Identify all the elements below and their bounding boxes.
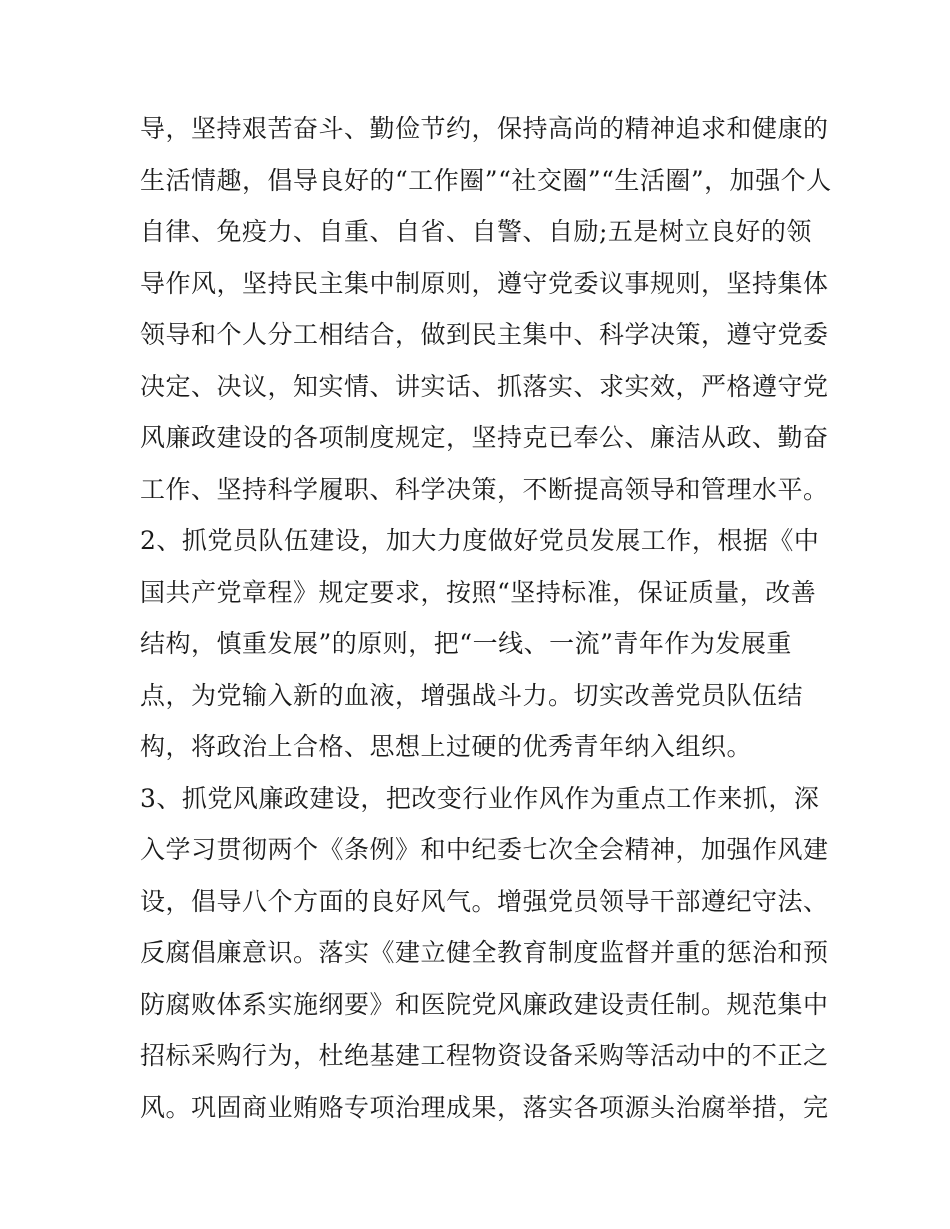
text-line: 3、抓党风廉政建设，把改变行业作风作为重点工作来抓，深 [140,783,820,813]
text-line: 反腐倡廉意识。落实《建立健全教育制度监督并重的惩治和预 [140,938,829,967]
text-line: 国共产党章程》规定要求，按照“坚持标准，保证质量，改善 [140,577,817,607]
text-line: 自律、免疫力、自重、自省、自警、自励;五是树立良好的领 [140,217,812,246]
text-line: 生活情趣，倡导良好的“工作圈”“社交圈”“生活圈”，加强个人 [140,165,832,195]
text-line: 风。巩固商业贿赂专项治理成果，落实各项源头治腐举措，完 [140,1092,829,1122]
text-line: 导作风，坚持民主集中制原则，遵守党委议事规则，坚持集体 [140,268,829,298]
body-text [140,107,832,1137]
text-line: 结构，慎重发展”的原则，把“一线、一流”青年作为发展重 [140,629,792,658]
text-line: 工作、坚持科学履职、科学决策，不断提高领导和管理水平。 [140,474,829,504]
text-line: 设，倡导八个方面的良好风气。增强党员领导干部遵纪守法、 [140,886,829,916]
text-line: 2、抓党员队伍建设，加大力度做好党员发展工作，根据《中 [140,526,820,555]
text-line: 构，将政治上合格、思想上过硬的优秀青年纳入组织。 [140,732,753,761]
text-line: 点，为党输入新的血液，增强战斗力。切实改善党员队伍结 [140,680,804,710]
text-line: 决定、决议，知实情、讲实话、抓落实、求实效，严格遵守党 [140,371,829,401]
text-line: 导，坚持艰苦奋斗、勤俭节约，保持高尚的精神追求和健康的 [140,114,829,143]
text-line: 防腐败体系实施纲要》和医院党风廉政建设责任制。规范集中 [140,989,829,1019]
text-line: 风廉政建设的各项制度规定，坚持克已奉公、廉洁从政、勤奋 [140,423,829,452]
text-line: 招标采购行为，杜绝基建工程物资设备采购等活动中的不正之 [140,1041,829,1070]
text-line: 领导和个人分工相结合，做到民主集中、科学决策，遵守党委 [140,320,829,349]
text-line: 入学习贯彻两个《条例》和中纪委七次全会精神，加强作风建 [140,835,829,864]
